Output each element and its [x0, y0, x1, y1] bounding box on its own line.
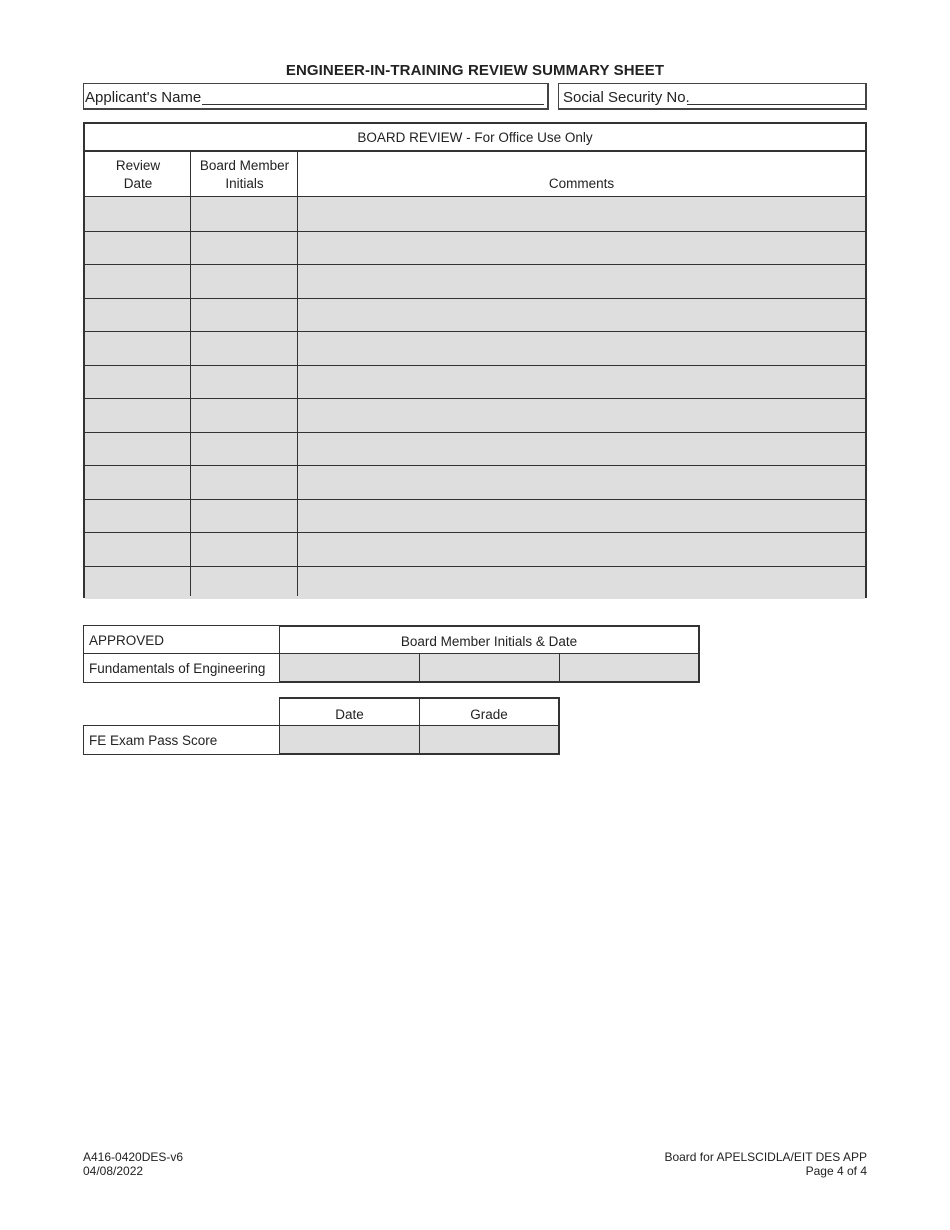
review-row[interactable]	[85, 532, 865, 566]
applicant-name-label: Applicant's Name	[85, 89, 202, 106]
initials-header-line1: Board Member	[199, 158, 290, 173]
fe-exam-date-cell[interactable]	[279, 725, 420, 755]
approved-table	[83, 625, 700, 683]
review-row[interactable]	[85, 197, 865, 231]
review-row[interactable]	[85, 331, 865, 365]
review-row[interactable]	[85, 365, 865, 399]
approved-label: APPROVED	[83, 625, 280, 654]
footer-left	[83, 1150, 183, 1178]
board-member-initials-date-header: Board Member Initials & Date	[279, 625, 700, 654]
board-review-caption: BOARD REVIEW - For Office Use Only	[85, 124, 865, 152]
ssn-box	[558, 83, 867, 110]
review-date-header-line1: Review	[115, 158, 161, 173]
applicant-name-field[interactable]	[202, 104, 544, 105]
form-number: A416-0420DES-v6	[83, 1150, 184, 1164]
initials-header-line2: Initials	[225, 176, 264, 191]
applicant-name-box	[83, 83, 549, 110]
comments-header: Comments	[548, 176, 615, 191]
review-row[interactable]	[85, 298, 865, 332]
review-date-header-line2: Date	[123, 176, 153, 191]
fe-exam-grade-cell[interactable]	[419, 725, 560, 755]
approval-cell-1[interactable]	[279, 653, 420, 683]
ssn-field[interactable]	[687, 104, 865, 105]
footer-right	[664, 1150, 867, 1178]
board-name: Board for APELSCIDLA/EIT DES APP	[664, 1150, 867, 1164]
board-review-table	[83, 122, 867, 598]
form-date: 04/08/2022	[83, 1164, 144, 1178]
review-row[interactable]	[85, 499, 865, 533]
board-member-initials-header	[191, 152, 298, 197]
review-row[interactable]	[85, 231, 865, 265]
review-row[interactable]	[85, 566, 865, 600]
review-row[interactable]	[85, 398, 865, 432]
approval-cell-2[interactable]	[419, 653, 560, 683]
date-header: Date	[279, 697, 420, 726]
approval-cell-3[interactable]	[559, 653, 700, 683]
column-divider	[297, 152, 298, 596]
grade-header: Grade	[419, 697, 560, 726]
column-divider	[190, 152, 191, 596]
review-row[interactable]	[85, 432, 865, 466]
fe-exam-table	[83, 697, 560, 755]
page-title: ENGINEER-IN-TRAINING REVIEW SUMMARY SHEET	[285, 62, 665, 79]
review-date-header	[85, 152, 191, 197]
fundamentals-of-engineering-label: Fundamentals of Engineering	[83, 653, 280, 683]
page-number: Page 4 of 4	[805, 1164, 867, 1178]
review-row[interactable]	[85, 264, 865, 298]
fe-exam-pass-score-label: FE Exam Pass Score	[83, 725, 280, 755]
ssn-label: Social Security No.	[563, 89, 690, 106]
review-row[interactable]	[85, 465, 865, 499]
